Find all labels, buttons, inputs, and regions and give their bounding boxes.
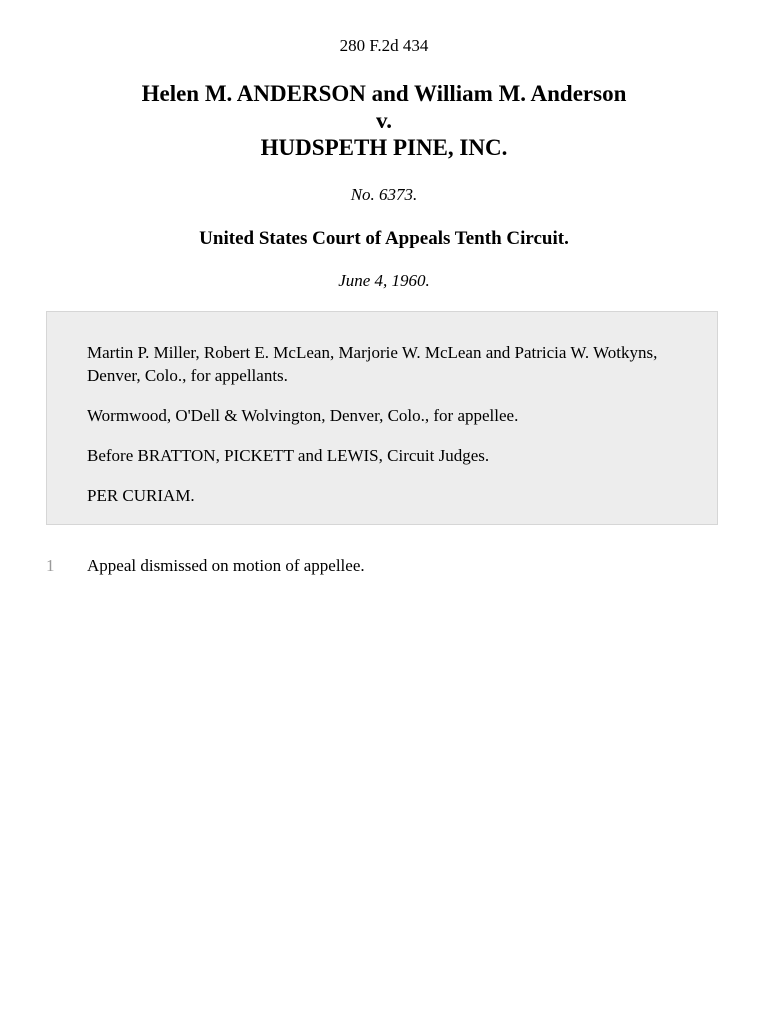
decision-date: June 4, 1960. [338, 271, 430, 290]
counsel-appellants: Martin P. Miller, Robert E. McLean, Marjorie W. McLean and Patricia W. Wotkyns, Denver, Colo., for appellants. [87, 343, 658, 385]
judges-panel: Before BRATTON, PICKETT and LEWIS, Circuit Judges. [87, 446, 490, 465]
paragraph-number: 1 [46, 556, 55, 575]
case-citation: 280 F.2d 434 [339, 36, 429, 55]
versus-label: v. [376, 108, 392, 133]
court-name: United States Court of Appeals Tenth Circuit. [199, 228, 569, 249]
prelims-box [46, 311, 718, 525]
docket-number: No. 6373. [350, 185, 418, 204]
counsel-appellee: Wormwood, O'Dell & Wolvington, Denver, Colo., for appellee. [87, 406, 519, 425]
party-appellants: Helen M. ANDERSON and William M. Anderson [141, 81, 627, 106]
case-title [0, 80, 768, 161]
per-curiam: PER CURIAM. [87, 486, 195, 505]
paragraph-text: Appeal dismissed on motion of appellee. [87, 556, 365, 575]
party-appellee: HUDSPETH PINE, INC. [260, 135, 508, 160]
